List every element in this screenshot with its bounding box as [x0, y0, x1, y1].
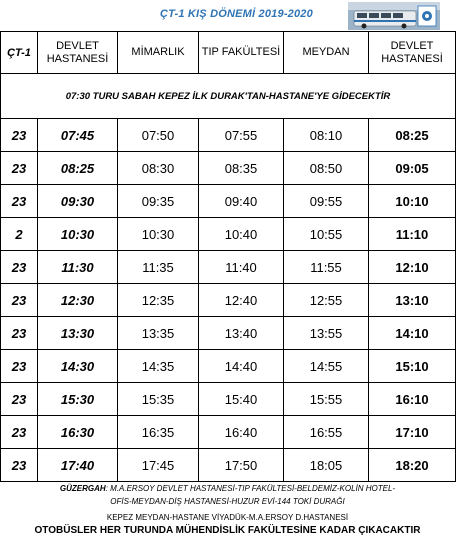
cell-tip-fakultesi: 08:35 — [199, 152, 284, 185]
table-row — [1, 119, 456, 152]
cell-tip-fakultesi: 07:55 — [199, 119, 284, 152]
cell-mimarlik: 08:30 — [118, 152, 199, 185]
cell-devlet-hastanesi-end: 16:10 — [369, 383, 456, 416]
cell-devlet-hastanesi-start: 15:30 — [38, 383, 118, 416]
cell-meydan: 14:55 — [284, 350, 369, 383]
table-row — [1, 185, 456, 218]
column-header-mimarlik: MİMARLIK — [118, 32, 199, 74]
cell-mimarlik: 13:35 — [118, 317, 199, 350]
schedule-rows — [1, 119, 456, 482]
cell-tip-fakultesi: 10:40 — [199, 218, 284, 251]
cell-tip-fakultesi: 14:40 — [199, 350, 284, 383]
column-header-line: ÇT-1 — [1, 32, 38, 74]
notice-row — [1, 74, 456, 119]
schedule-table — [0, 31, 456, 482]
header-banner — [0, 0, 458, 30]
cell-meydan: 16:55 — [284, 416, 369, 449]
cell-tip-fakultesi: 16:40 — [199, 416, 284, 449]
cell-tip-fakultesi: 11:40 — [199, 251, 284, 284]
cell-devlet-hastanesi-start: 17:40 — [38, 449, 118, 482]
cell-mimarlik: 12:35 — [118, 284, 199, 317]
cell-tip-fakultesi: 15:40 — [199, 383, 284, 416]
cell-mimarlik: 14:35 — [118, 350, 199, 383]
cell-line: 23 — [1, 284, 38, 317]
cell-devlet-hastanesi-end: 10:10 — [369, 185, 456, 218]
cell-meydan: 08:10 — [284, 119, 369, 152]
cell-devlet-hastanesi-end: 12:10 — [369, 251, 456, 284]
route-line-1: : M.A.ERSOY DEVLET HASTANESİ-TIP FAKÜLTESİ-BELDEMİZ-KOLİN HOTEL- — [105, 484, 396, 493]
route-label: GÜZERGAH — [59, 484, 106, 493]
cell-devlet-hastanesi-end: 13:10 — [369, 284, 456, 317]
cell-line: 23 — [1, 317, 38, 350]
cell-devlet-hastanesi-start: 08:25 — [38, 152, 118, 185]
cell-mimarlik: 16:35 — [118, 416, 199, 449]
cell-devlet-hastanesi-start: 10:30 — [38, 218, 118, 251]
table-row — [1, 317, 456, 350]
column-header-meydan: MEYDAN — [284, 32, 369, 74]
cell-meydan: 15:55 — [284, 383, 369, 416]
table-row — [1, 152, 456, 185]
table-header-row — [1, 32, 456, 74]
cell-meydan: 12:55 — [284, 284, 369, 317]
table-row — [1, 383, 456, 416]
route-line-3: KEPEZ MEYDAN-HASTANE VİYADÜK-M.A.ERSOY D.HASTANESİ — [106, 513, 349, 522]
cell-meydan: 10:55 — [284, 218, 369, 251]
route-footer — [0, 480, 455, 537]
route-note: OTOBÜSLER HER TURUNDA MÜHENDİSLİK FAKÜLTESİNE KADAR ÇIKACAKTIR — [34, 525, 421, 536]
cell-meydan: 13:55 — [284, 317, 369, 350]
cell-line: 23 — [1, 185, 38, 218]
cell-devlet-hastanesi-start: 09:30 — [38, 185, 118, 218]
cell-line: 23 — [1, 383, 38, 416]
cell-devlet-hastanesi-end: 08:25 — [369, 119, 456, 152]
cell-devlet-hastanesi-end: 09:05 — [369, 152, 456, 185]
cell-mimarlik: 07:50 — [118, 119, 199, 152]
cell-tip-fakultesi: 17:50 — [199, 449, 284, 482]
cell-meydan: 08:50 — [284, 152, 369, 185]
cell-devlet-hastanesi-end: 15:10 — [369, 350, 456, 383]
cell-mimarlik: 17:45 — [118, 449, 199, 482]
cell-devlet-hastanesi-start: 16:30 — [38, 416, 118, 449]
cell-mimarlik: 15:35 — [118, 383, 199, 416]
table-row — [1, 218, 456, 251]
table-row — [1, 350, 456, 383]
cell-devlet-hastanesi-end: 14:10 — [369, 317, 456, 350]
notice-text: 07:30 TURU SABAH KEPEZ İLK DURAK'TAN-HASTANE'YE GİDECEKTİR — [1, 74, 456, 119]
table-row — [1, 449, 456, 482]
cell-mimarlik: 09:35 — [118, 185, 199, 218]
route-description — [0, 482, 455, 508]
cell-line: 23 — [1, 350, 38, 383]
cell-line: 2 — [1, 218, 38, 251]
cell-line: 23 — [1, 449, 38, 482]
cell-line: 23 — [1, 251, 38, 284]
column-header-devlet-hastanesi-start: DEVLET HASTANESİ — [38, 32, 118, 74]
table-row — [1, 284, 456, 317]
cell-devlet-hastanesi-start: 14:30 — [38, 350, 118, 383]
cell-devlet-hastanesi-start: 12:30 — [38, 284, 118, 317]
cell-tip-fakultesi: 09:40 — [199, 185, 284, 218]
cell-mimarlik: 10:30 — [118, 218, 199, 251]
table-row — [1, 416, 456, 449]
cell-tip-fakultesi: 12:40 — [199, 284, 284, 317]
cell-line: 23 — [1, 152, 38, 185]
route-line-2: OFİS-MEYDAN-DİŞ HASTANESİ-HUZUR EVİ-144 TOKİ DURAĞI — [110, 497, 345, 506]
schedule-title: ÇT-1 KIŞ DÖNEMİ 2019-2020 — [160, 8, 313, 20]
cell-devlet-hastanesi-end: 17:10 — [369, 416, 456, 449]
cell-meydan: 18:05 — [284, 449, 369, 482]
column-header-devlet-hastanesi-end: DEVLET HASTANESİ — [369, 32, 456, 74]
cell-meydan: 11:55 — [284, 251, 369, 284]
cell-devlet-hastanesi-start: 07:45 — [38, 119, 118, 152]
cell-devlet-hastanesi-end: 11:10 — [369, 218, 456, 251]
cell-tip-fakultesi: 13:40 — [199, 317, 284, 350]
table-row — [1, 251, 456, 284]
cell-devlet-hastanesi-start: 13:30 — [38, 317, 118, 350]
bus-photo — [348, 2, 440, 30]
cell-devlet-hastanesi-start: 11:30 — [38, 251, 118, 284]
cell-line: 23 — [1, 119, 38, 152]
column-header-tip-fakultesi: TIP FAKÜLTESİ — [199, 32, 284, 74]
cell-mimarlik: 11:35 — [118, 251, 199, 284]
cell-devlet-hastanesi-end: 18:20 — [369, 449, 456, 482]
cell-meydan: 09:55 — [284, 185, 369, 218]
cell-line: 23 — [1, 416, 38, 449]
